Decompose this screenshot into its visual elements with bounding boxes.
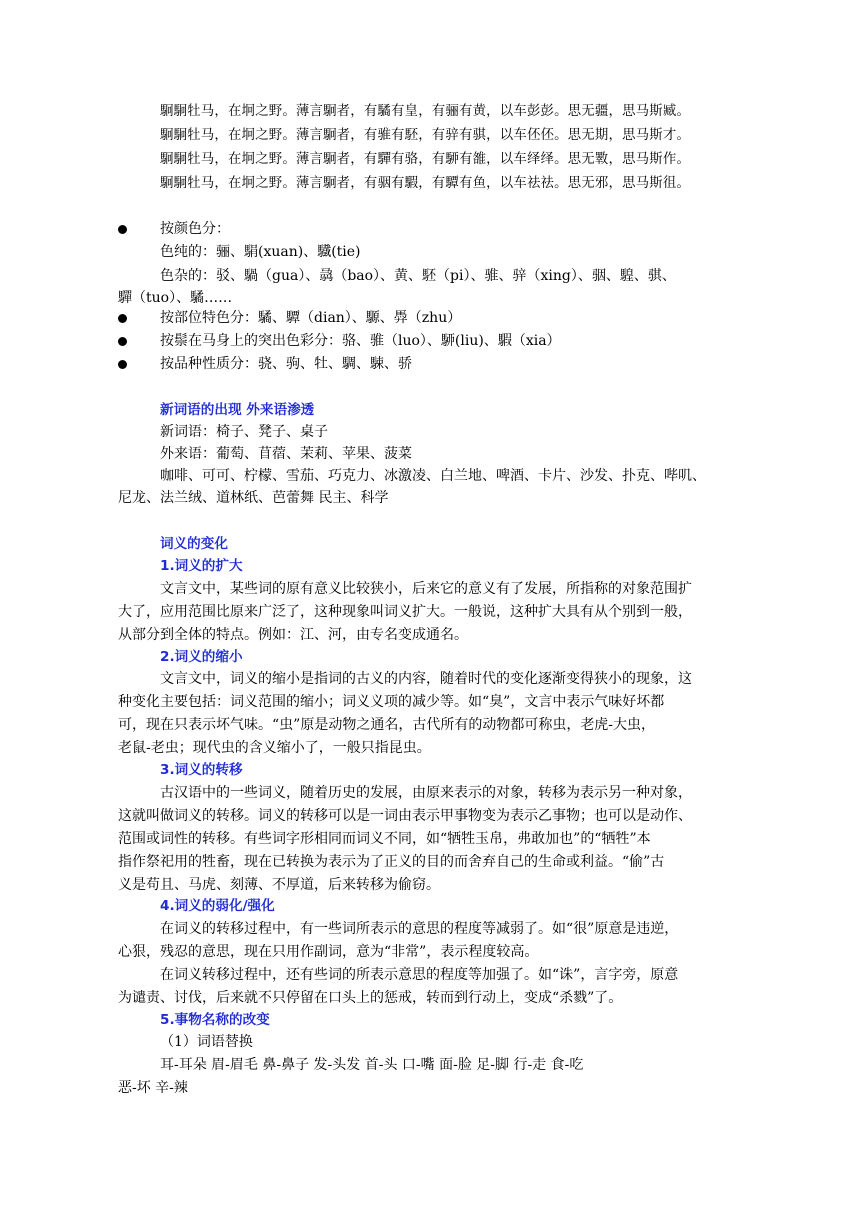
bullet-item: 按鬃在马身上的突出色彩分：骆、骓（luo）、駵(liu)、騢（xia）: [160, 333, 561, 349]
subheading-shrink: 2.词义的缩小: [160, 649, 243, 665]
paragraph-line: 在词义转移过程中，还有些词的所表示意思的程度等加强了。如“诛”，言字旁，原意: [160, 967, 679, 983]
paragraph-line: 指作祭祀用的牲畜，现在已转换为表示为了正义的目的而舍弃自己的生命或利益。“偷”古: [118, 854, 665, 870]
paragraph-line: 文言文中，词义的缩小是指词的古义的内容，随着时代的变化逐渐变得狭小的现象，这: [160, 671, 692, 687]
paragraph-line: 这就叫做词义的转移。词义的转移可以是一词由表示甲事物变为表示乙事物；也可以是动作、: [118, 808, 692, 824]
paragraph-line: 心狠，残忍的意思，现在只用作副词，意为“非常”，表示程度较高。: [118, 944, 539, 960]
paragraph-line: 范围或词性的转移。有些词字形相同而词义不同，如“牺牲玉帛，弗敢加也”的“牺牲”本: [118, 831, 651, 847]
poem-line: 駉駉牡马，在坰之野。薄言駉者，有骓有駓，有骍有骐，以车伾伾。思无期，思马斯才。: [160, 128, 691, 143]
bullet-dot-icon: [118, 360, 127, 369]
paragraph-line: 从部分到全体的特点。例如：江、河，由专名变成通名。: [118, 627, 468, 643]
paragraph-line: 老鼠-老虫；现代虫的含义缩小了，一般只指昆虫。: [118, 740, 431, 756]
loan-words-line-cont: 尼龙、法兰绒、道林纸、芭蕾舞 民主、科学: [118, 490, 389, 506]
poem-line: 駉駉牡马，在坰之野。薄言駉者，有骃有騢，有驔有鱼，以车祛祛。思无邪，思马斯徂。: [160, 176, 691, 191]
paragraph-line: 文言文中，某些词的原有意义比较狭小，后来它的意义有了发展，所指称的对象范围扩: [160, 581, 692, 597]
paragraph-line: 为谴责、讨伐，后来就不只停留在口头上的惩戒，转而到行动上，变成“杀戮”了。: [118, 990, 623, 1006]
subheading-rename: 5.事物名称的改变: [160, 1012, 270, 1028]
paragraph-line: 义是苟且、马虎、刻薄、不厚道，后来转移为偷窃。: [118, 877, 440, 893]
paragraph-line: 古汉语中的一些词义，随着历史的发展，由原来表示的对象，转移为表示另一种对象，: [160, 785, 692, 801]
bullet-dot-icon: [118, 337, 127, 346]
bullet-item: 按部位特色分：驈、驔（dian）、騵、馵（zhu）: [160, 310, 462, 326]
bullet-item: 按品种性质分：骁、驹、牡、騆、駷、骄: [160, 356, 412, 372]
new-words-line: 新词语：椅子、凳子、桌子: [160, 424, 328, 440]
bullet-dot-icon: [118, 314, 127, 323]
subheading-shift: 3.词义的转移: [160, 762, 243, 778]
paragraph-line: 大了，应用范围比原来广泛了，这种现象叫词义扩大。一般说，这种扩大具有从个别到一般，: [118, 604, 692, 620]
loan-words-line: 咖啡、可可、柠檬、雪茄、巧克力、冰激凌、白兰地、啤酒、卡片、沙发、扑克、哔叽、: [160, 468, 706, 484]
paragraph-line: 种变化主要包括：词义范围的缩小；词义义项的减少等。如“臭”，文言中表示气味好坏都: [118, 694, 665, 710]
subheading-expand: 1.词义的扩大: [160, 558, 243, 574]
paragraph-line: 可，现在只表示坏气味。“虫”原是动物之通名，古代所有的动物都可称虫，老虎-大虫，: [118, 717, 656, 733]
paragraph-line: 在词义的转移过程中，有一些词所表示的意思的程度等减弱了。如“很”原意是违逆，: [160, 921, 679, 937]
foreign-words-line: 外来语：葡萄、苜蓿、茉莉、苹果、菠菜: [160, 446, 412, 462]
poem-line: 駉駉牡马，在坰之野。薄言駉者，有驒有骆，有駵有雒，以车绎绎。思无斁，思马斯作。: [160, 152, 691, 167]
subsection-label: （1）词语替换: [160, 1034, 253, 1050]
section-heading-meaning-change: 词义的变化: [160, 536, 228, 552]
poem-line: 駉駉牡马，在坰之野。薄言駉者，有驈有皇，有骊有黄，以车彭彭。思无疆，思马斯臧。: [160, 104, 691, 119]
color-pure-line: 色纯的：骊、駽(xuan)、驖(tie): [160, 244, 361, 260]
bullet-heading-color: 按颜色分：: [160, 221, 230, 237]
word-pairs-line: 耳-耳朵 眉-眉毛 鼻-鼻子 发-头发 首-头 口-嘴 面-脸 足-脚 行-走 食-吃: [160, 1057, 584, 1073]
bullet-dot-icon: [118, 225, 127, 234]
word-pairs-line: 恶-坏 辛-辣: [118, 1080, 188, 1096]
section-heading-new-words: 新词语的出现 外来语渗透: [160, 402, 315, 418]
subheading-weaken: 4.词义的弱化/强化: [160, 898, 275, 914]
color-mixed-line-cont: 驒（tuo）、驈……: [118, 290, 233, 306]
color-mixed-line: 色杂的：驳、騧（gua）、骉（bao）、黄、駓（pi）、骓、骍（xing）、骃、騜、骐、: [160, 268, 676, 284]
